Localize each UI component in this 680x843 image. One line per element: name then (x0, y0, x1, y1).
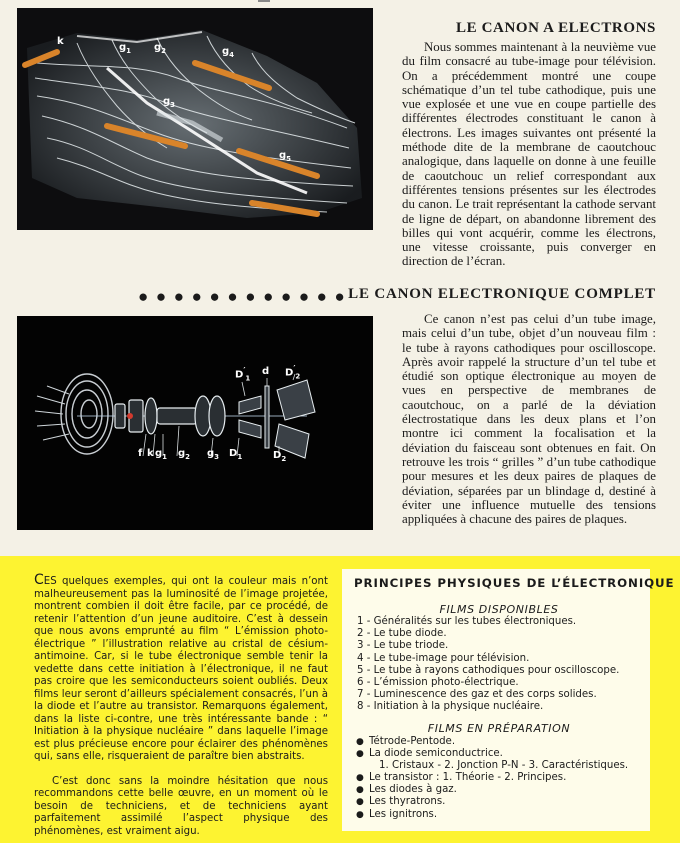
label-D1-prime: $D'_1$ (235, 366, 251, 383)
available-films-list (357, 616, 647, 714)
films-in-preparation-heading: FILMS EN PRÉPARATION (427, 722, 571, 735)
label-f: f (138, 448, 143, 459)
list-item: ● La diode semiconductrice. (357, 748, 647, 760)
electron-gun-membrane-figure (17, 8, 373, 230)
label-g2: $g_2$ (154, 42, 167, 55)
list-item: 7 - Luminescence des gaz et des corps solides. (357, 689, 597, 701)
label-d: d (262, 366, 270, 377)
label-k: k (57, 36, 64, 47)
section1-body: Nous sommes maintenant à la neuvième vue du film consacré au tube-image pour télévision. On a précédemment montré une coupe schématique d’un tel tube cathodique, puis une vue explosée et une vue en coupe partielle des différentes électrodes constituant le canon à électrons. Les images suivantes ont présenté la méthode dite de la membrane de caoutchouc analogique, dans laquelle on donne à une feuille de caoutchouc un relief correspondant aux différentes tensions présentes sur les électrodes du canon. Le trait représentant la cathode servant de ligne de départ, on abandonne librement des billes qui vont acquérir, comme les électrons, une vitesse croissante, puis converger en direction de l’écran. (402, 40, 656, 269)
label-g1b: $g_1$ (155, 448, 168, 461)
membrane-illustration (17, 8, 373, 230)
list-item: 1. Cristaux - 2. Jonction P-N - 3. Caractéristiques. (379, 760, 629, 772)
section1-title: LE CANON A ELECTRONS (456, 20, 656, 36)
footer-paragraph-1: CES quelques exemples, qui ont la couleur mais n’ont malheureusement pas la luminosité de l’image projetée, montrent combien il doit être facile, par ce procédé, de retenir l’attention d’un jeune auditoire. C’est à dessein que nous avons emprunté au film “ L’émission photo-électrique ” l’illustration relative au cristal de césium-antimoine. Car, si le tube électronique semble tenir la vedette dans cette initiation à l’électronique, il ne faut pas croire que les semiconducteurs soient oubliés. Deux films leur seront d’ailleurs spécialement consacrés, l’un à la diode et l’autre au transistor. Remarquons également, dans la liste ci-contre, une très intéressante bande : “ Initiation à la physique nucléaire ” dans laquelle l’image est plus précieuse encore pour éclairer des phénomènes qui, sans elle, risqueraient de paraître bien abstraits. (34, 572, 328, 762)
footer-paragraph-2: C’est donc sans la moindre hésitation que nous recommandons cette belle œuvre, en un moment où le besoin de techniciens, et de techniciens ayant parfaitement assimilé l’aspect physique des phénomènes, est vraiment aigu. (34, 775, 328, 837)
list-item: 6 - L’émission photo-électrique. (357, 677, 519, 689)
list-item: 3 - Le tube triode. (357, 640, 449, 652)
list-item: 8 - Initiation à la physique nucléaire. (357, 701, 544, 713)
label-g5: $g_5$ (279, 150, 292, 163)
gun-illustration (17, 316, 373, 530)
list-item: ● Les thyratrons. (357, 796, 647, 808)
section2-body: Ce canon n’est pas celui d’un tube image, mais celui d’un tube, objet d’un nouveau film : le tube à rayons cathodiques pour oscilloscope. Après avoir rappelé la structure d’un tel tube et étudié son optique électronique au moyen de vues en perspective de membranes de caoutchouc, on a parlé de la déviation électrostatique dans les deux plans et l’on montre ici comment la focalisation et la déviation du faisceau sont obtenues en fait. On retrouve les trois “ grilles ” d’un tube cathodique pour mesures et les deux paires de plaques de déviation, séparées par un blindage d, destiné à éviter une influence mutuelle des tensions appliquées à chacune des paires de plaques. (402, 312, 656, 527)
list-item: 2 - Le tube diode. (357, 628, 447, 640)
available-films-heading: FILMS DISPONIBLES (439, 603, 559, 616)
list-item: 4 - Le tube-image pour télévision. (357, 652, 530, 664)
list-item: ● Les ignitrons. (357, 809, 647, 821)
label-D2: $D_2$ (273, 450, 287, 463)
top-edge-mark (258, 0, 270, 2)
list-item: ● Les diodes à gaz. (357, 784, 647, 796)
label-D2-prime: $D'_2$ (285, 364, 301, 381)
films-in-preparation-list (357, 736, 647, 821)
list-item: 5 - Le tube à rayons cathodiques pour oscilloscope. (357, 664, 620, 676)
label-k2: k (147, 448, 154, 459)
section2-title: LE CANON ELECTRONIQUE COMPLET (348, 286, 656, 302)
list-item: 1 - Généralités sur les tubes électroniques. (357, 616, 577, 627)
label-g3b: $g_3$ (207, 448, 220, 461)
footer-commentary (34, 574, 328, 838)
label-g4: $g_4$ (222, 46, 235, 59)
label-g2b: $g_2$ (178, 448, 191, 461)
label-g1: $g_1$ (119, 42, 132, 55)
section-divider-dots: ●●●●●●●●●●●● (138, 287, 353, 306)
list-item: ● Le transistor : 1. Théorie - 2. Principes. (357, 772, 647, 784)
label-g3: $g_3$ (163, 96, 176, 109)
dropcap: C (34, 572, 44, 588)
film-list-title: PRINCIPES PHYSIQUES DE L’ÉLECTRONIQUE (354, 576, 675, 590)
complete-electron-gun-figure (17, 316, 373, 530)
list-item: ● Tétrode-Pentode. (357, 736, 647, 748)
label-D1: $D_1$ (229, 448, 243, 461)
